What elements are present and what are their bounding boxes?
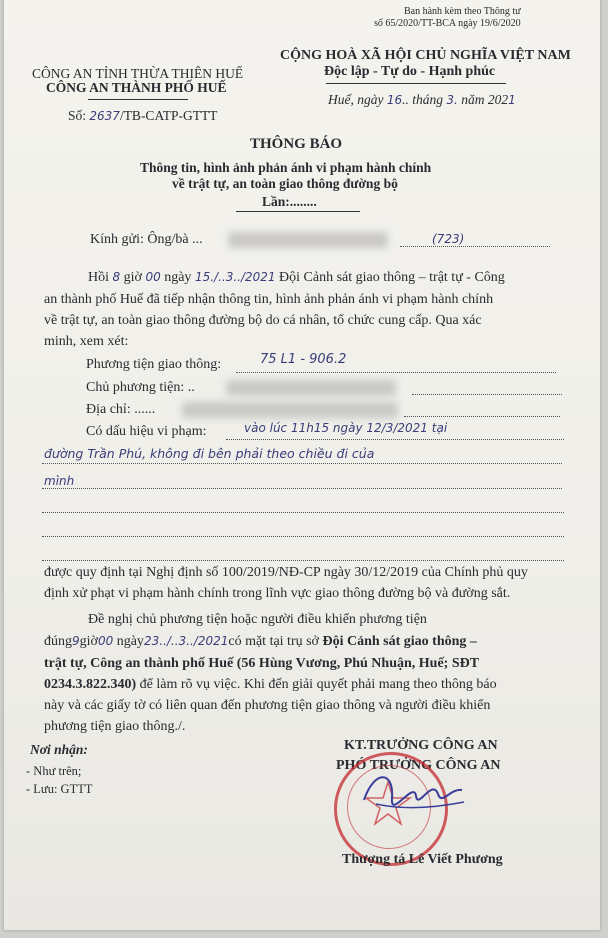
violation-line3: mình bbox=[44, 474, 75, 488]
recipients-item1: - Như trên; bbox=[26, 764, 82, 778]
signature-line1: KT.TRƯỞNG CÔNG AN bbox=[344, 738, 498, 753]
notice-times: Lần:........ bbox=[262, 194, 317, 209]
vehicle-label: Phương tiện giao thông: bbox=[86, 357, 222, 372]
redacted-owner bbox=[226, 380, 396, 396]
republic-motto: Độc lập - Tự do - Hạnh phúc bbox=[324, 64, 496, 79]
recipients-item2: - Lưu: GTTT bbox=[26, 782, 93, 796]
recipients-title: Nơi nhận: bbox=[30, 742, 88, 757]
recipient-hand: (723) bbox=[432, 232, 465, 246]
redacted-name bbox=[228, 232, 388, 248]
agency-line2: CÔNG AN THÀNH PHỐ HUẾ bbox=[46, 80, 227, 95]
recipient-dots bbox=[400, 246, 550, 247]
violation-line1: vào lúc 11h15 ngày 12/3/2021 tại bbox=[244, 421, 448, 435]
violation-label: Có dấu hiệu vi phạm: bbox=[86, 424, 207, 439]
recipient-label: Kính gửi: Ông/bà ... bbox=[90, 232, 203, 247]
header-note-line1: Ban hành kèm theo Thông tư bbox=[404, 6, 521, 17]
owner-label: Chủ phương tiện: .. bbox=[86, 380, 195, 395]
intro-line2: an thành phố Huế đã tiếp nhận thông tin, hình ảnh phản ánh vi phạm hành chính bbox=[44, 292, 494, 307]
violation-dots-1 bbox=[226, 439, 564, 440]
notice-subtitle-2: về trật tự, an toàn giao thông đường bộ bbox=[172, 176, 398, 191]
blank-dots-5 bbox=[42, 536, 564, 537]
intro-line4: minh, xem xét: bbox=[44, 334, 129, 349]
date-line: Huế, ngày 16.. tháng 3. năm 2021 bbox=[328, 92, 516, 107]
header-note-line2: số 65/2020/TT-BCA ngày 19/6/2020 bbox=[374, 18, 521, 29]
violation-dots-2 bbox=[42, 463, 562, 464]
handwritten-signature bbox=[354, 760, 474, 830]
address-label: Địa chỉ: ...... bbox=[86, 402, 156, 417]
notice-title: THÔNG BÁO bbox=[250, 136, 343, 152]
regulation-line2: định xử phạt vi phạm hành chính trong lĩnh vực giao thông đường bộ và đường sắt. bbox=[44, 586, 511, 601]
request-line2: đúng9giờ00 ngày23../..3../2021có mặt tại trụ sở Đội Cảnh sát giao thông – bbox=[44, 634, 477, 649]
regulation-line1: được quy định tại Nghị định số 100/2019/NĐ-CP ngày 30/12/2019 của Chính phủ quy bbox=[44, 565, 528, 580]
violation-line2: đường Trần Phú, không đi bên phải theo chiều đi của bbox=[44, 446, 375, 461]
vehicle-dots bbox=[236, 372, 556, 373]
republic-title: CỘNG HOÀ XÃ HỘI CHỦ NGHĨA VIỆT NAM bbox=[280, 48, 571, 63]
signature-line2: PHÓ TRƯỞNG CÔNG AN bbox=[336, 758, 501, 773]
title-underline bbox=[236, 211, 360, 212]
agency-line1: CÔNG AN TỈNH THỪA THIÊN HUẾ bbox=[32, 66, 244, 81]
request-line5: này và các giấy tờ có liên quan đến phương tiện giao thông và người điều khiển bbox=[44, 698, 491, 713]
doc-number-hand: 2637 bbox=[89, 109, 120, 123]
blank-dots-4 bbox=[42, 512, 564, 513]
document-page bbox=[4, 0, 600, 930]
request-line6: phương tiện giao thông./. bbox=[44, 719, 186, 734]
doc-number: Số: 2637/TB-CATP-GTTT bbox=[68, 108, 218, 123]
address-dots bbox=[404, 416, 560, 417]
request-line1: Đề nghị chủ phương tiện hoặc người điều khiển phương tiện bbox=[88, 612, 427, 627]
violation-dots-3 bbox=[42, 488, 562, 489]
owner-dots bbox=[412, 394, 562, 395]
intro-line3: về trật tự, an toàn giao thông đường bộ do cá nhân, tổ chức cung cấp. Qua xác bbox=[44, 313, 482, 328]
intro-line1: Hồi 8 giờ 00 ngày 15./..3../2021 Đội Cảnh sát giao thông – trật tự - Công bbox=[88, 270, 505, 285]
request-line4: 0234.3.822.340) để làm rõ vụ việc. Khi đến giải quyết phải mang theo thông báo bbox=[44, 677, 497, 692]
redacted-address bbox=[182, 402, 398, 418]
vehicle-value: 75 L1 - 906.2 bbox=[260, 352, 347, 367]
agency-underline bbox=[88, 99, 188, 100]
request-line3: trật tự, Công an thành phố Huế (56 Hùng Vương, Phú Nhuận, Huế; SĐT bbox=[44, 656, 480, 671]
notice-subtitle-1: Thông tin, hình ảnh phản ánh vi phạm hành chính bbox=[140, 160, 432, 175]
blank-dots-6 bbox=[42, 560, 564, 561]
signatory-name: Thượng tá Lê Viết Phương bbox=[342, 852, 503, 867]
motto-underline bbox=[326, 83, 506, 84]
